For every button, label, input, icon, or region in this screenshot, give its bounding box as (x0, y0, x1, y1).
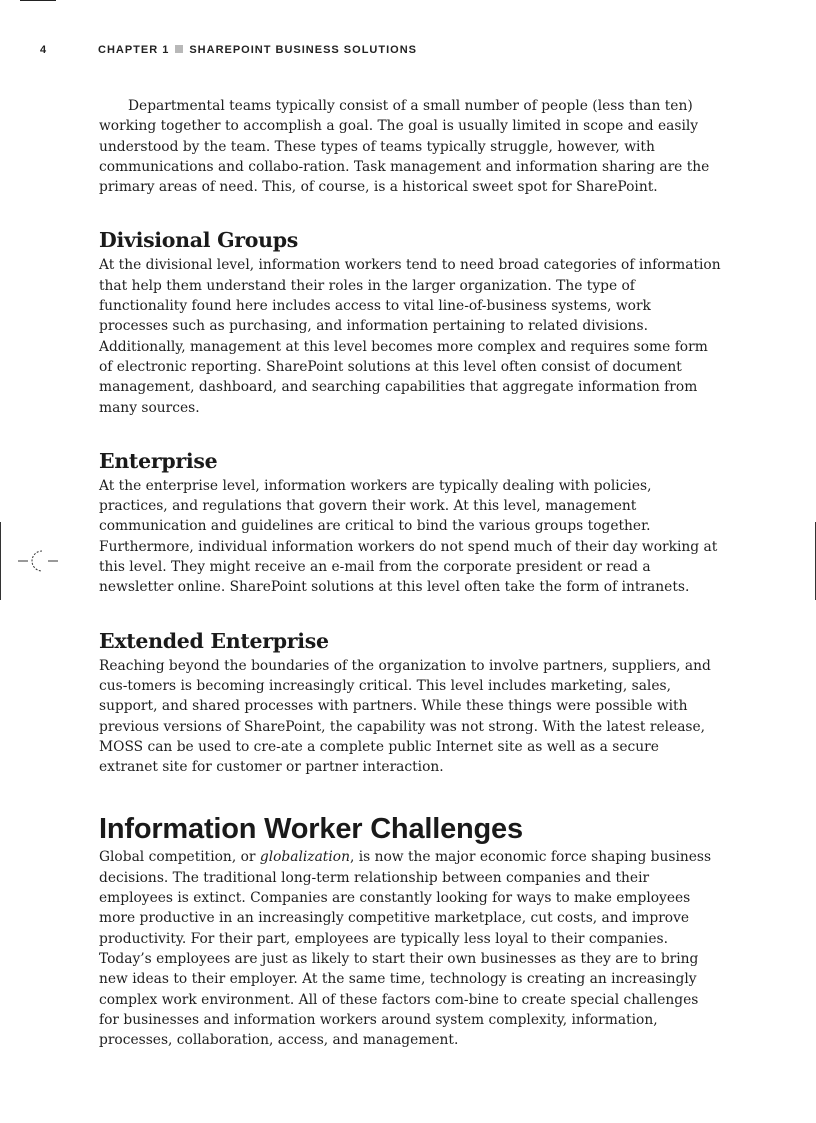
page-body (99, 96, 721, 1050)
intro-paragraph: Departmental teams typically consist of a small number of people (less than ten) working together to accomplish a goal. The goal is usually limited in scope and easily understood by the team. These types of teams typically struggle, however, with communications and collabo-ration. Task management and information sharing are the primary areas of need. This, of course, is a historical sweet spot for SharePoint. (99, 98, 710, 196)
running-header (40, 44, 417, 56)
left-crop-mark (0, 522, 1, 600)
heading-extended-enterprise: Extended Enterprise (99, 628, 329, 653)
paragraph-divisional-groups: At the divisional level, information workers tend to need broad categories of information that help them understand their roles in the larger organization. The type of functionality found here includes access to vital line-of-business systems, work processes such as purchasing, and information pertaining to related divisions. Additionally, management at this level becomes more complex and requires some form of electronic reporting. SharePoint solutions at this level often consist of document management, dashboard, and searching capabilities that aggregate information from many sources. (99, 257, 721, 416)
chapter-title: SHAREPOINT BUSINESS SOLUTIONS (189, 44, 417, 56)
top-crop-rule (20, 0, 56, 1)
heading-information-worker-challenges: Information Worker Challenges (99, 813, 523, 846)
paragraph-text-end: , is now the major economic force shaping business decisions. The traditional long-term relationship between companies and their employees is extinct. Companies are constantly looking for ways to make employees more productive in an increasingly competitive marketplace, cut costs, and improve productivity. For their part, employees are typically less loyal to their companies. Today’s employees are just as likely to start their own businesses as they are to bring new ideas to their employer. At the same time, technology is creating an increasingly complex work environment. All of these factors com-bine to create special challenges for businesses and information workers around system complexity, information, processes, collaboration, access, and management. (99, 849, 712, 1049)
paragraph-extended-enterprise: Reaching beyond the boundaries of the organization to involve partners, suppliers, and cus-tomers is becoming increasingly critical. This level includes marketing, sales, support, and shared processes with partners. While these things were possible with previous versions of SharePoint, the capability was not strong. With the latest release, MOSS can be used to cre-ate a complete public Internet site as well as a secure extranet site for customer or partner interaction. (99, 657, 711, 776)
registration-mark-icon (18, 548, 62, 578)
chapter-label: CHAPTER 1 (98, 44, 170, 56)
paragraph-enterprise: At the enterprise level, information workers are typically dealing with policies, practices, and regulations that govern their work. At this level, management communication and guidelines are critical to bind the various groups together. Furthermore, individual information workers do not spend much of their day working at this level. They might receive an e-mail from the corporate president or read a newsletter online. SharePoint solutions at this level often take the form of intranets. (99, 477, 718, 596)
paragraph-information-worker-challenges (99, 847, 721, 1050)
header-separator-square (175, 45, 183, 53)
paragraph-text-start: Global competition, or (99, 849, 260, 866)
heading-enterprise: Enterprise (99, 448, 218, 473)
heading-divisional-groups: Divisional Groups (99, 228, 299, 253)
emphasis-globalization: globalization (259, 849, 350, 866)
page-number: 4 (40, 44, 48, 56)
